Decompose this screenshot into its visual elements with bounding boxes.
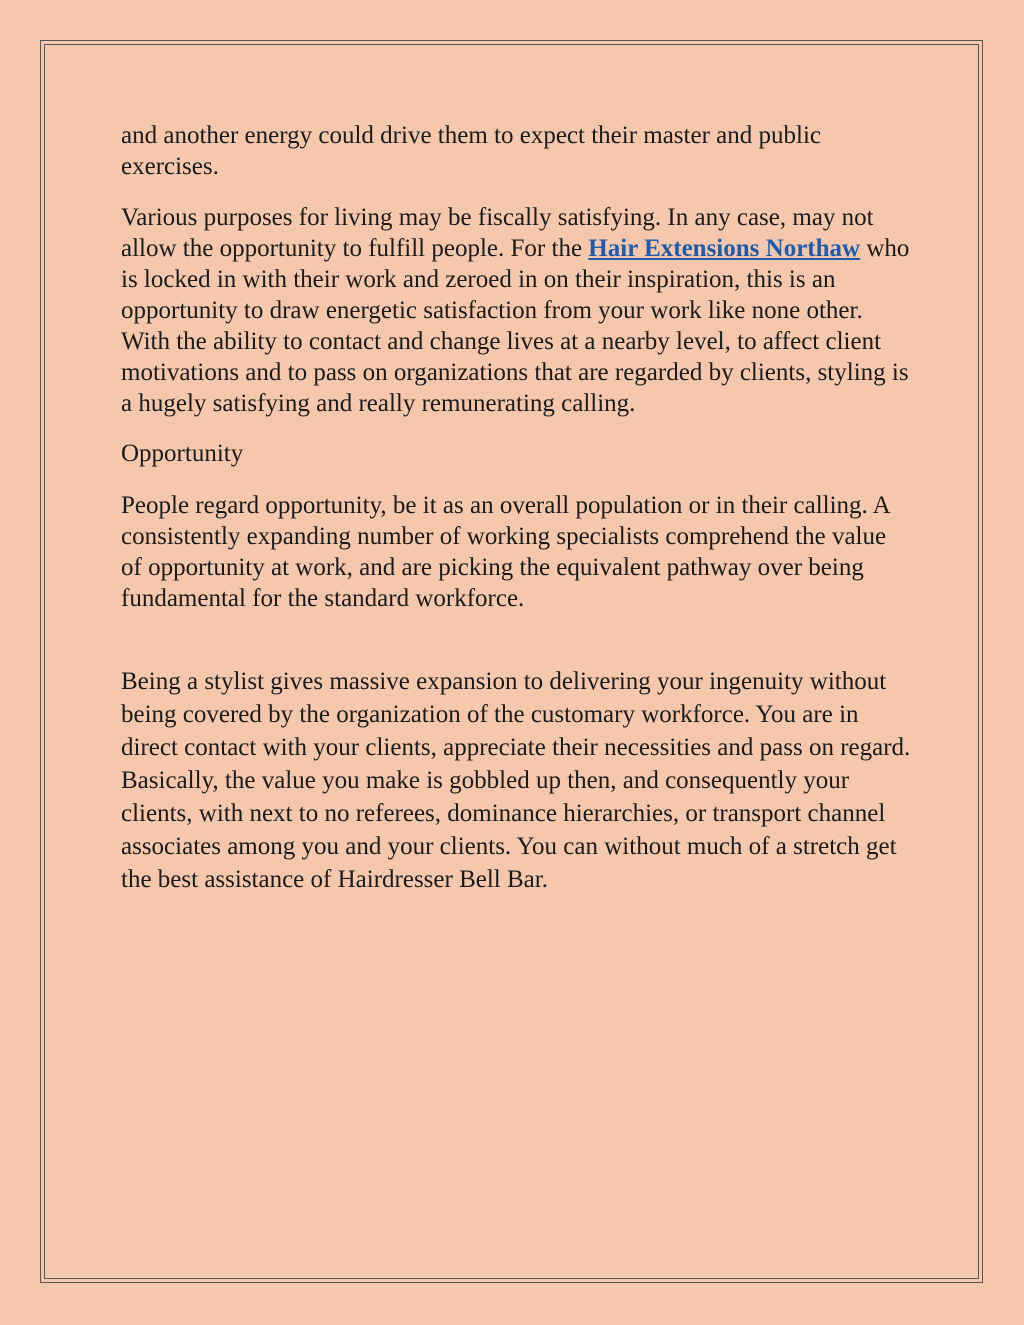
- document-body: [121, 120, 911, 896]
- paragraph-purposes: [121, 202, 911, 419]
- section-heading-opportunity: Opportunity: [121, 440, 244, 467]
- paragraph-purposes-start: Various purposes for living may be fiscally satisfying. In any case, may not allow the opportunity to fulfill people. For the: [121, 204, 874, 262]
- paragraph-opportunity: People regard opportunity, be it as an overall population or in their calling. A consistently expanding number of working specialists comprehend the value of opportunity at work, and are picking the equivalent pathway over being fundamental for the standard workforce.: [121, 492, 890, 612]
- paragraph-intro: and another energy could drive them to expect their master and public exercises.: [121, 122, 821, 180]
- hair-extensions-northaw-link[interactable]: Hair Extensions Northaw: [588, 235, 861, 262]
- paragraph-stylist: Being a stylist gives massive expansion to delivering your ingenuity without being covered by the organization of the customary workforce. You are in direct contact with your clients, appreciate their necessities and pass on regard. Basically, the value you make is gobbled up then, and consequently your clients, with next to no referees, dominance hierarchies, or transport channel associates among you and your clients. You can without much of a stretch get the best assistance of Hairdresser Bell Bar.: [121, 668, 911, 893]
- paragraph-purposes-end: who is locked in with their work and zeroed in on their inspiration, this is an opportunity to draw energetic satisfaction from your work like none other. With the ability to contact and change lives at a nearby level, to affect client motivations and to pass on organizations that are regarded by clients, styling is a hugely satisfying and really remunerating calling.: [121, 235, 910, 417]
